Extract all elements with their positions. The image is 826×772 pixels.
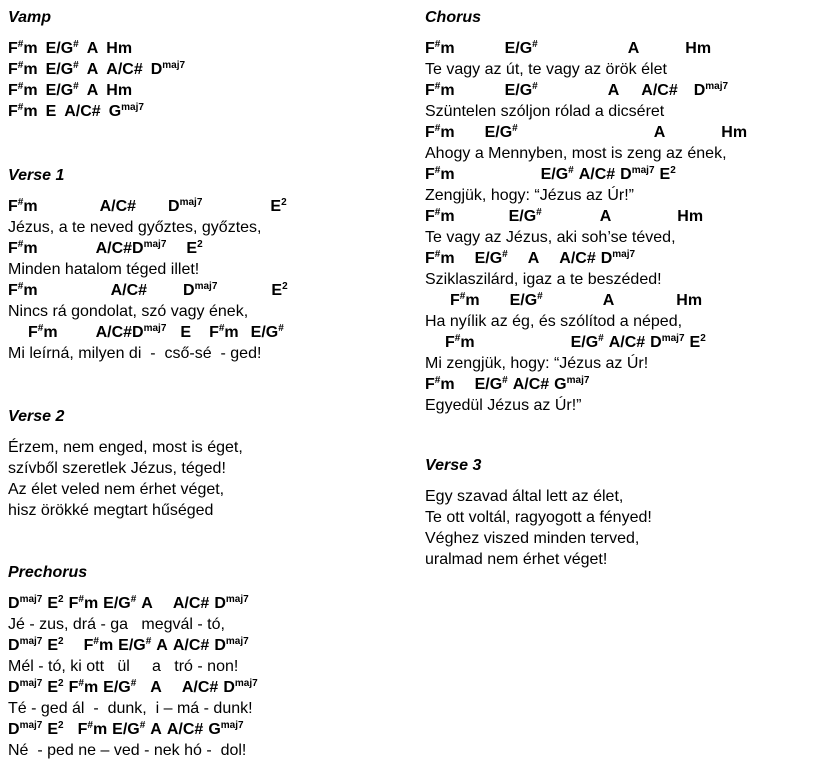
chord: $D^{maj7}$ xyxy=(214,636,249,654)
chord-line xyxy=(8,238,288,259)
section-title: Verse 1 xyxy=(8,167,65,184)
section-chorus xyxy=(425,8,747,416)
chord: A/C# xyxy=(95,324,133,341)
lyric-line: Te ott voltál, ragyogott a fényed! xyxy=(425,509,652,526)
chord: A/C# xyxy=(95,240,133,257)
chord: E/G# xyxy=(570,333,604,351)
chord: $E^2$ xyxy=(186,239,203,257)
chord-line xyxy=(425,164,747,185)
chord: E/G# xyxy=(474,375,508,393)
chord: A/C# xyxy=(608,334,646,351)
chord: F#m xyxy=(425,207,455,225)
section-verse1 xyxy=(8,166,288,364)
chord: $E^2$ xyxy=(270,197,287,215)
chord: E/G# xyxy=(45,81,79,99)
lyric-line: Minden hatalom téged illet! xyxy=(8,261,200,278)
chord: $E^2$ xyxy=(659,165,676,183)
chord: A xyxy=(86,82,99,99)
chord: E/G# xyxy=(103,594,137,612)
chord-line xyxy=(8,59,185,80)
chord: F#m xyxy=(8,197,38,215)
chord: $D^{maj7}$ xyxy=(150,60,186,78)
chord-line xyxy=(8,280,288,301)
chord: A xyxy=(602,292,615,309)
chord: $D^{maj7}$ xyxy=(8,678,43,696)
lyric-line: Mi zengjük, hogy: “Jézus az Úr! xyxy=(425,355,649,372)
section-prechorus xyxy=(8,563,258,761)
chord-line xyxy=(425,38,747,59)
chord-line xyxy=(425,332,747,353)
chord: F#m xyxy=(8,39,38,57)
section-title: Vamp xyxy=(8,9,51,26)
chord: A/C# xyxy=(512,376,550,393)
lyric-line: szívből szeretlek Jézus, téged! xyxy=(8,460,226,477)
lyric-line: Ha nyílik az ég, és szólítod a néped, xyxy=(425,313,683,330)
chord: F#m xyxy=(83,636,114,654)
chord-line xyxy=(425,122,747,143)
chord-line xyxy=(8,322,288,343)
chord: $D^{maj7}$ xyxy=(8,594,43,612)
chord: $E^2$ xyxy=(47,636,64,654)
section-title: Verse 3 xyxy=(425,457,482,474)
chord: E/G# xyxy=(504,81,538,99)
chord: Hm xyxy=(685,40,712,57)
chord: F#m xyxy=(445,333,475,351)
chord: F#m xyxy=(425,249,455,267)
chord: F#m xyxy=(209,323,239,341)
chord: A xyxy=(150,679,162,696)
chord: $D^{maj7}$ xyxy=(132,239,167,257)
chord: A/C# xyxy=(99,198,137,215)
chord: $D^{maj7}$ xyxy=(650,333,685,351)
chord: Hm xyxy=(676,292,703,309)
chord: F#m xyxy=(28,323,58,341)
lyric-line: Né - ped ne – ved - nek hó - dol! xyxy=(8,742,247,759)
chord: $D^{maj7}$ xyxy=(600,249,636,267)
lyric-line: Érzem, nem enged, most is éget, xyxy=(8,439,243,456)
chord: E/G# xyxy=(504,39,538,57)
lyric-line: Az élet veled nem érhet véget, xyxy=(8,481,225,498)
chord: E/G# xyxy=(509,291,543,309)
chord: Hm xyxy=(721,124,748,141)
chord: A/C# xyxy=(172,637,210,654)
chord: F#m xyxy=(425,81,455,99)
lyric-line: Zengjük, hogy: “Jézus az Úr!” xyxy=(425,187,634,204)
chord: A/C# xyxy=(578,166,616,183)
lyric-line: Jézus, a te neved győztes, győztes, xyxy=(8,219,262,236)
chord: E/G# xyxy=(118,636,152,654)
section-title: Chorus xyxy=(425,9,481,26)
chord: $D^{maj7}$ xyxy=(620,165,655,183)
section-title: Verse 2 xyxy=(8,408,65,425)
chord: E/G# xyxy=(103,678,137,696)
chord: Hm xyxy=(106,40,133,57)
chord: F#m xyxy=(77,720,108,738)
section-verse2 xyxy=(8,407,243,521)
chord: E/G# xyxy=(112,720,146,738)
chord: F#m xyxy=(8,281,38,299)
lyric-line: Egy szavad által lett az élet, xyxy=(425,488,624,505)
chord: E/G# xyxy=(45,39,79,57)
chord: $D^{maj7}$ xyxy=(693,81,729,99)
lyric-line: Nincs rá gondolat, szó vagy ének, xyxy=(8,303,249,320)
chord: F#m xyxy=(425,39,455,57)
chord: F#m xyxy=(8,81,38,99)
chord: A/C# xyxy=(181,679,219,696)
chord-line xyxy=(8,677,258,698)
chord: $D^{maj7}$ xyxy=(168,197,203,215)
chord-line xyxy=(8,719,258,740)
chord: F#m xyxy=(450,291,480,309)
chord: A xyxy=(86,61,99,78)
chord: $E^2$ xyxy=(47,678,64,696)
chord: A xyxy=(150,721,162,738)
chord-line xyxy=(425,80,747,101)
chord: $D^{maj7}$ xyxy=(223,678,258,696)
chord-line xyxy=(8,593,258,614)
chord: A xyxy=(607,82,620,99)
chord: $G^{maj7}$ xyxy=(108,102,144,120)
chord: E/G# xyxy=(250,323,284,341)
chord: $D^{maj7}$ xyxy=(8,636,43,654)
chord-line xyxy=(425,374,747,395)
chord-line xyxy=(8,80,185,101)
chord: $D^{maj7}$ xyxy=(183,281,218,299)
lyric-line: Sziklaszilárd, igaz a te beszéded! xyxy=(425,271,662,288)
section-vamp xyxy=(8,8,185,122)
chord: A/C# xyxy=(172,595,210,612)
chord: A xyxy=(627,40,640,57)
lyric-line: Te vagy az út, te vagy az örök élet xyxy=(425,61,667,78)
chord: A/C# xyxy=(559,250,596,267)
section-title: Prechorus xyxy=(8,564,88,581)
chord: E/G# xyxy=(508,207,542,225)
chord: E/G# xyxy=(474,249,508,267)
chord: E/G# xyxy=(45,60,79,78)
chord: A/C# xyxy=(641,82,678,99)
chord: $D^{maj7}$ xyxy=(132,323,167,341)
chord: Hm xyxy=(106,82,133,99)
chord: $E^2$ xyxy=(47,720,64,738)
chord: A xyxy=(86,40,99,57)
chord: $G^{maj7}$ xyxy=(554,375,590,393)
chord-line xyxy=(8,196,288,217)
chord: F#m xyxy=(425,123,455,141)
lyric-line: Te vagy az Jézus, aki soh’se téved, xyxy=(425,229,676,246)
chord: F#m xyxy=(425,165,455,183)
chord-line xyxy=(425,290,747,311)
chord: E/G# xyxy=(540,165,574,183)
chord-line xyxy=(425,206,747,227)
chord-line xyxy=(8,38,185,59)
lyric-line: Szüntelen szóljon rólad a dicséret xyxy=(425,103,665,120)
lyric-line: Ahogy a Mennyben, most is zeng az ének, xyxy=(425,145,727,162)
chord: F#m xyxy=(68,678,99,696)
lyric-line: Véghez viszed minden terved, xyxy=(425,530,640,547)
chord: A/C# xyxy=(166,721,204,738)
lyric-line: uralmad nem érhet véget! xyxy=(425,551,608,568)
chord-line xyxy=(8,101,185,122)
chord: A xyxy=(527,250,540,267)
section-verse3 xyxy=(425,456,652,570)
chord: $E^2$ xyxy=(689,333,706,351)
lyric-line: Té - ged ál - dunk, i – má - dunk! xyxy=(8,700,253,717)
chord: F#m xyxy=(8,60,38,78)
chord: F#m xyxy=(68,594,99,612)
chord: F#m xyxy=(8,239,38,257)
lyric-line: hisz örökké megtart hűséged xyxy=(8,502,214,519)
lyric-line: Jé - zus, drá - ga megvál - tó, xyxy=(8,616,225,633)
chord-line xyxy=(8,635,258,656)
chord: A xyxy=(653,124,666,141)
chord: E xyxy=(180,324,192,341)
lyric-line: Mi leírná, milyen di - cső-sé - ged! xyxy=(8,345,262,362)
chord: E/G# xyxy=(484,123,518,141)
chord: A/C# xyxy=(110,282,148,299)
chord: A xyxy=(599,208,612,225)
chord: A xyxy=(141,595,153,612)
chord: $D^{maj7}$ xyxy=(8,720,43,738)
lyric-line: Egyedül Jézus az Úr!” xyxy=(425,397,582,414)
chord: $D^{maj7}$ xyxy=(214,594,249,612)
chord: A/C# xyxy=(64,103,101,120)
chord: A xyxy=(156,637,168,654)
chord: E xyxy=(45,103,57,120)
chord: $E^2$ xyxy=(47,594,64,612)
chord-line xyxy=(425,248,747,269)
chord: A/C# xyxy=(106,61,143,78)
chord: $E^2$ xyxy=(271,281,288,299)
chord: F#m xyxy=(425,375,455,393)
chord: F#m xyxy=(8,102,38,120)
lyric-line: Mél - tó, ki ott ül a tró - non! xyxy=(8,658,239,675)
chord: Hm xyxy=(677,208,704,225)
chord: $G^{maj7}$ xyxy=(208,720,244,738)
